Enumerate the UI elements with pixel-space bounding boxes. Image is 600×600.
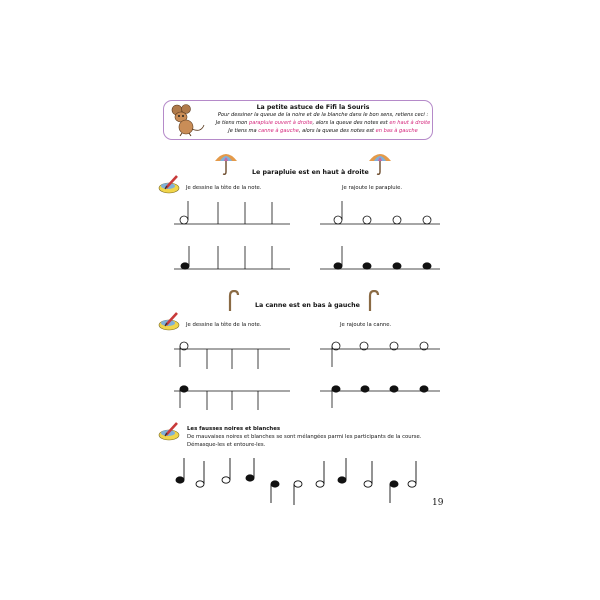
tip-highlight: canne à gauche — [258, 128, 299, 134]
note-head-filled — [338, 476, 347, 483]
section-title-fake-notes: Les fausses noires et blanches — [187, 426, 281, 432]
instruction-left-2: Je dessine la tête de la note. — [186, 322, 262, 328]
note-head-open — [364, 481, 372, 487]
note-head-filled — [271, 480, 280, 487]
tip-text: , alors la queue des notes est — [298, 128, 376, 134]
pencil-eraser-icon — [158, 310, 184, 332]
note-head-open — [316, 481, 324, 487]
note-head-filled — [176, 476, 185, 483]
note-head-filled — [334, 262, 343, 269]
instruction-right-1: Je rajoute le parapluie. — [342, 185, 403, 191]
note-head-open — [196, 481, 204, 487]
note-head-open — [393, 216, 401, 224]
note-head-filled — [423, 262, 432, 269]
section3-line-2: Démasque-les et entoure-les. — [187, 442, 266, 448]
tip-title: La petite astuce de Fifi la Souris — [256, 104, 370, 111]
note-head-filled — [361, 385, 370, 392]
note-head-filled — [180, 385, 189, 392]
pencil-eraser-icon — [158, 420, 184, 442]
section-title-umbrella: Le parapluie est en haut à droite — [252, 169, 369, 176]
tip-text: , alors la queue des notes est — [312, 120, 390, 126]
note-head-open — [408, 481, 416, 487]
note-head-open — [423, 216, 431, 224]
section3-line-1: De mauvaises noires et blanches se sont mélangées parmi les participants de la course. — [187, 434, 422, 440]
note-head-open — [222, 477, 230, 483]
tip-highlight: en haut à droite — [389, 120, 431, 126]
tip-highlight: en bas à gauche — [375, 128, 418, 134]
note-head-open — [334, 216, 342, 224]
note-head-filled — [393, 262, 402, 269]
cane-icon — [226, 290, 240, 312]
note-head-open — [363, 216, 371, 224]
note-head-filled — [390, 385, 399, 392]
tip-line-1: Pour dessiner la queue de la noire et de la blanche dans le bon sens, retiens ceci : — [217, 112, 429, 118]
note-head-open — [294, 481, 302, 487]
note-head-filled — [363, 262, 372, 269]
instruction-right-2: Je rajoute la canne. — [340, 322, 392, 328]
instruction-left-1: Je dessine la tête de la note. — [186, 185, 262, 191]
cane-icon — [366, 290, 380, 312]
note-head-open — [180, 216, 188, 224]
tip-text: Je tiens ma — [228, 128, 259, 134]
tip-text: Je tiens mon — [215, 120, 249, 126]
tip-highlight: parapluie ouvert à droite — [248, 120, 313, 126]
note-head-filled — [332, 385, 341, 392]
section-title-cane: La canne est en bas à gauche — [255, 302, 360, 309]
page-number: 19 — [432, 498, 444, 508]
note-head-filled — [181, 262, 190, 269]
note-head-filled — [246, 474, 255, 481]
note-head-filled — [390, 480, 399, 487]
note-head-filled — [420, 385, 429, 392]
